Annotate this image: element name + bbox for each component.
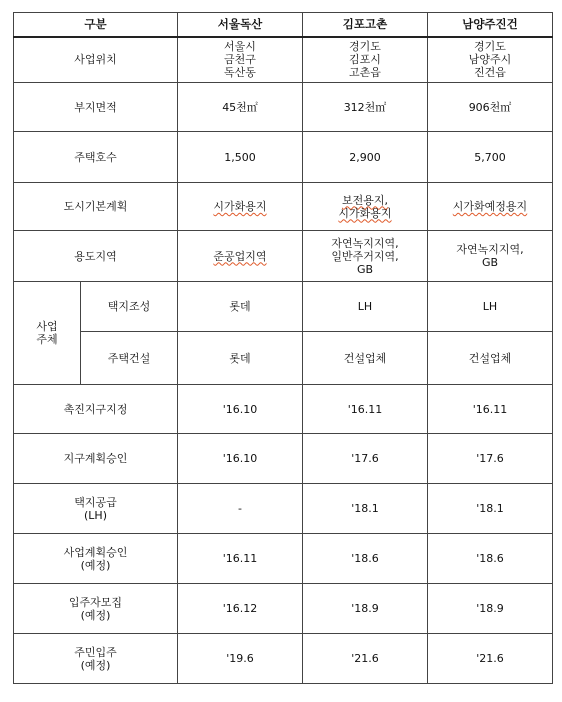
cell: '18.6: [303, 534, 428, 584]
table-row: [14, 282, 553, 332]
table-row: [14, 584, 553, 634]
cell: '16.12: [178, 584, 303, 634]
cell: 서울시 금천구 독산동: [178, 37, 303, 83]
row-label: 지구계획승인: [14, 434, 178, 484]
cell-text: 보전용지, 시가화용지: [338, 193, 392, 220]
header-seoul-doksan: 서울독산: [178, 13, 303, 37]
cell: 경기도 김포시 고촌읍: [303, 37, 428, 83]
cell-text: 준공업지역: [213, 249, 267, 263]
cell: [303, 183, 428, 231]
cell: '16.11: [428, 385, 553, 434]
row-label: 도시기본계획: [14, 183, 178, 231]
row-label: 용도지역: [14, 231, 178, 282]
table-row: [14, 634, 553, 684]
cell: '17.6: [303, 434, 428, 484]
cell: '16.10: [178, 434, 303, 484]
cell: '21.6: [428, 634, 553, 684]
header-label: 구분: [14, 13, 178, 37]
cell: LH: [303, 282, 428, 332]
row-sublabel: 택지조성: [81, 282, 178, 332]
header-gimpo-gochon: 김포고촌: [303, 13, 428, 37]
cell: 자연녹지지역, GB: [428, 231, 553, 282]
row-sublabel: 주택건설: [81, 332, 178, 385]
row-label: 사업계획승인 (예정): [14, 534, 178, 584]
cell: '18.1: [428, 484, 553, 534]
cell: 건설업체: [303, 332, 428, 385]
project-comparison-table: [13, 12, 553, 684]
cell: '18.9: [303, 584, 428, 634]
cell: 2,900: [303, 132, 428, 183]
cell: 312천㎡: [303, 83, 428, 132]
cell: 1,500: [178, 132, 303, 183]
table-row: [14, 83, 553, 132]
table-row: [14, 183, 553, 231]
table-row: [14, 434, 553, 484]
cell: '18.9: [428, 584, 553, 634]
row-label: 촉진지구지정: [14, 385, 178, 434]
cell: 자연녹지지역, 일반주거지역, GB: [303, 231, 428, 282]
header-row: [14, 13, 553, 37]
cell: 경기도 남양주시 진건읍: [428, 37, 553, 83]
table-row: [14, 231, 553, 282]
row-label: 사업위치: [14, 37, 178, 83]
cell: '16.11: [178, 534, 303, 584]
row-label: 주민입주 (예정): [14, 634, 178, 684]
cell: 5,700: [428, 132, 553, 183]
table-row: [14, 332, 553, 385]
row-label: 주택호수: [14, 132, 178, 183]
row-label: 입주자모집 (예정): [14, 584, 178, 634]
table-row: [14, 534, 553, 584]
cell: '16.10: [178, 385, 303, 434]
cell: '19.6: [178, 634, 303, 684]
cell: [178, 231, 303, 282]
cell: 롯데: [178, 282, 303, 332]
cell: LH: [428, 282, 553, 332]
cell-text: 시가화용지: [213, 200, 267, 213]
cell: '21.6: [303, 634, 428, 684]
table-row: [14, 37, 553, 83]
cell: '16.11: [303, 385, 428, 434]
cell: -: [178, 484, 303, 534]
table-row: [14, 132, 553, 183]
row-label: 부지면적: [14, 83, 178, 132]
cell: '18.6: [428, 534, 553, 584]
cell: [178, 183, 303, 231]
cell: '17.6: [428, 434, 553, 484]
table-row: [14, 385, 553, 434]
cell: 롯데: [178, 332, 303, 385]
cell: 건설업체: [428, 332, 553, 385]
cell: [428, 183, 553, 231]
cell: 45천㎡: [178, 83, 303, 132]
header-namyangju-jingeon: 남양주진건: [428, 13, 553, 37]
row-group-label: 사업 주체: [14, 282, 81, 385]
row-label: 택지공급 (LH): [14, 484, 178, 534]
cell: '18.1: [303, 484, 428, 534]
cell: 906천㎡: [428, 83, 553, 132]
table-row: [14, 484, 553, 534]
cell-text: 시가화예정용지: [452, 200, 528, 213]
